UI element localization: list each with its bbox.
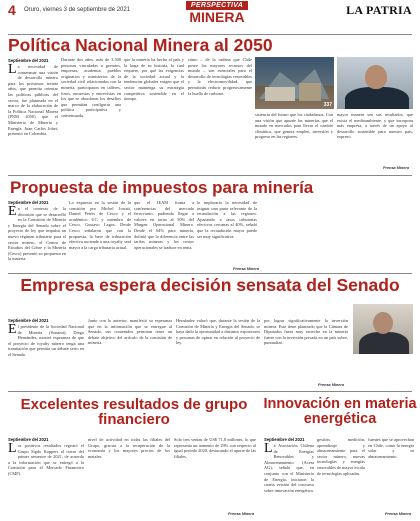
photo-number: 337 bbox=[323, 102, 332, 108]
section-main-label: MINERA bbox=[189, 9, 245, 25]
article-4-col-1: Los positivos resultados registró el Grupo Sigdo Koppers al cierre del primer semestre de 2021, de acuerdo a la información que se entregó a la Comisión para el Mercado Financiero (CMF). bbox=[8, 443, 84, 476]
article-1-col-4: ritmo – de la cadena que Chile posee los mayores recursos del mundo – son esenciales para el desarrollo de tecnologías renovables y la electromovilidad, que permitirán reducir progresivamente la huella de carbono. bbox=[188, 57, 252, 96]
article-2-byline: Prensa Minera bbox=[233, 267, 259, 271]
article-3-byline: Prensa Minera bbox=[318, 383, 344, 387]
article-1-col-2: Durante dos años, más de 3.500 personas vinculadas a gremios, empresas, academia, pueblos originarios y ministerios de la sociedad civil relacionados con la minería, participaron en talleres, foros, encuestas y entrevistas en los que se abordaron los desafíos que permitan configurar una política participativa y consensuada. bbox=[61, 57, 121, 118]
article-5-headline: Innovación en materia energética bbox=[263, 396, 417, 427]
article-1-col-1: La necesidad de consensuar una visión de desarrollo minero para los próximos treinta años, que permita orientar las políticas públicas del sector, fue planteada en el marco de la elaboración de la Política Nacional Minera (PNM 2050) que el Ministerio de Minería y Energía, Juan Carlos Jobet, presentó en Colombia. bbox=[8, 64, 58, 137]
article-2-headline: Propuesta de impuestos para minería bbox=[10, 178, 314, 197]
page-date: Oruro, viernes 3 de septiembre de 2021 bbox=[24, 7, 131, 13]
article-5-col-3: fuentes que se aprovechan en Chile, como la energía solar y su almacenamiento. bbox=[368, 437, 414, 459]
article-4-byline: Prensa Minera bbox=[228, 512, 254, 516]
divider-1 bbox=[8, 175, 412, 176]
sonami-president-photo bbox=[353, 304, 413, 354]
article-3-col-4: por lograr significativamente la inversión minera. Este tiene planteado que la Cámara de Diputados fuera muy estrecho en la minería fuerte con la inversión privada en un país sobre, puntualizó. bbox=[264, 318, 348, 346]
article-4-col-2: nivel de actividad en todas las filiales del Grupo, gracias a la recuperación de la economía y los mayores precios de los metales. bbox=[88, 437, 170, 459]
divider-3 bbox=[8, 391, 412, 392]
article-2-dateline: Septiembre del 2021 bbox=[8, 200, 49, 205]
divider-2 bbox=[8, 273, 412, 274]
article-2-col-3: que el IEAM fronta a conferencias del mercado ferroviario, pudiendo llegar a valores en torno al 50% del Margen Operacional Minero. Desde el 64% para minería, definió que la diferencia entre las tarifas mineras y los costos operacionales se traduce en renta. bbox=[134, 200, 194, 250]
article-5-dateline: Septiembre del 2021 bbox=[264, 437, 305, 442]
article-1-dateline: Septiembre del 2021 bbox=[8, 58, 49, 63]
article-3-headline: Empresa espera decisión sensata del Senado bbox=[20, 275, 400, 295]
article-3-col-3: Hernández valoró que, durante la sesión de la Comisión de Minería y Energía del Senado, se haya dado la oportunidad a distintos expositores y personas de opinar en relación al proyecto de ley. bbox=[176, 318, 260, 346]
article-5-col-1: La Asociación Chilena de Energías Renovables y Almacenamiento (Acera AG), señaló que, en conjunto con el Ministerio de Energía, iniciaron la cuarta versión del concurso sobre innovación energética. bbox=[264, 443, 314, 493]
article-3-col-1: El presidente de la Sociedad Nacional de Minería (Sonami), Diego Hernández, mostró esperanza de que el proyecto de royalty minero tenga una tramitación que permita un debate serio en el Senado. bbox=[8, 324, 84, 357]
newspaper-logo: LA PATRIA bbox=[346, 3, 412, 17]
article-4-headline: Excelentes resultados de grupo financiero bbox=[20, 396, 248, 429]
article-3-col-2: Junto con lo anterior, manifestó su esperanza que en la información que se entregue al Senado, sus contenidos permitan tener un debate objetivo del artículo de la comisión de minería. bbox=[88, 318, 172, 346]
article-3-dateline: Septiembre del 2021 bbox=[8, 318, 49, 323]
article-1-col-5: sistencia del futuro que los ciudadanos. Con una visión que apunte las minerías que el mundo en mercados para llevar el cambio climático, que genera empleo, inversión y progreso en las regiones. bbox=[255, 112, 333, 140]
article-2-col-1: En el contexto de la discusión que se desarrolló en la Comisión de Minería y Energía del Senado sobre el proyecto de ley que impulsa un nuevo régimen tributario para el sector minero, el Centro de Estudios del Cobre y la Minería (Cesco) presentó su propuesta en la materia. bbox=[8, 206, 66, 262]
page-number: 4 bbox=[8, 2, 16, 18]
section-top-label: PERSPECTIVA bbox=[186, 1, 248, 10]
article-1-byline: Prensa Minera bbox=[383, 166, 409, 170]
article-1-col-3: que la minería ha hecho al país y la larga de su historia, la cual requiere, por qué las exigencias de la sociedad actual y la tendencias globales exigen que el sector mantenga su estrategia competitiva sostenible en el tiempo. bbox=[124, 57, 184, 102]
section-logo bbox=[186, 1, 248, 33]
mine-landscape-photo bbox=[255, 57, 334, 109]
article-2-col-4: le imploraría la necesidad de asignar una parte relevante de la recaudación a las regiones. Ajustando a tasas tributarias efectivas cercanas al 40%, señaló que la recaudación mayor puede ser muy significativa. bbox=[197, 200, 257, 239]
article-4-col-3: Solo tres ventas de US$ 71,8 millones, lo que representa un aumento de 29% con respecto al igual período 2020, destacando el aporte de las filiales. bbox=[174, 437, 256, 459]
article-1-col-6: mayor manera sea sus resultados, que exista el medioambiente, y que incorpora más empresa, a través de un apoyo al desarrollo sostenible para nuestro país, expresó. bbox=[337, 112, 413, 140]
article-4-dateline: Septiembre del 2021 bbox=[8, 437, 49, 442]
page-header bbox=[0, 0, 420, 34]
article-2-col-2: Lo expuesto en la sesión de la comisión por Michel Jorratt, Daniel Peters de Cesco y el académico UC y miembro de Cesco, Gustavo Lagos. Desde Cesco señalaron que con la propuesta, la base de tributación efectiva asciende a una royalty será mayor a la carga tributaria actual. bbox=[69, 200, 131, 250]
article-5-col-2: gestión, medición, aprendizaje y almacenamiento para el sector minero, nuevas tecnologías y energías renovables de mayor escala de tecnologías aplicadas. bbox=[317, 437, 365, 476]
article-1-headline: Política Nacional Minera al 2050 bbox=[8, 35, 273, 55]
article-5-byline: Prensa Minera bbox=[385, 512, 411, 516]
minister-portrait-photo bbox=[337, 57, 413, 109]
